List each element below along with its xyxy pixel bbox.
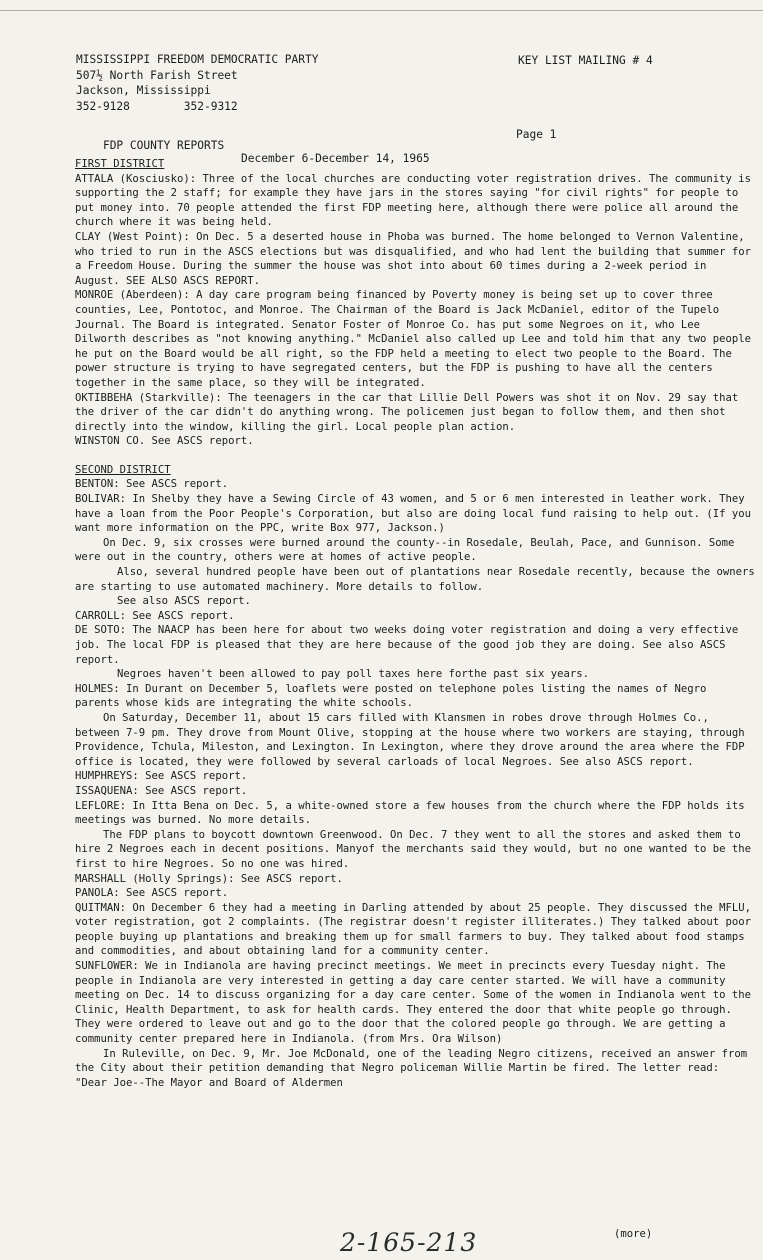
top-rule xyxy=(0,10,763,11)
report-body xyxy=(75,157,755,1090)
report-paragraph: SUNFLOWER: We in Indianola are having precinct meetings. We meet in precincts every Tuesday night. The people in Indianola are very interested in getting a day care center started. We will have a community meeting on Dec. 14 to discuss organizing for a day care center. Some of the women in Indianola went to the Clinic, Health Department, to ask for health cards. They entered the door that white people go through. They were ordered to leave out and go to the door that the colored people go through. We are getting a community center prepared here in Indianola. (from Mrs. Ora Wilson) xyxy=(75,960,752,1046)
report-paragraph: BENTON: See ASCS report. xyxy=(75,478,229,491)
report-paragraph: HUMPHREYS: See ASCS report. xyxy=(75,770,248,783)
report-paragraph: CLAY (West Point): On Dec. 5 a deserted house in Phoba was burned. The home belonged to Vernon Valentine, who tried to run in the ASCS elections but was disqualified, and who had lent the building that summer for a Freedom House. During the summer the house was shot into about 60 times during a 2-week period in August. SEE ALSO ASCS REPORT. xyxy=(75,230,752,287)
report-paragraph: See also ASCS report. xyxy=(117,595,251,608)
report-paragraph: PANOLA: See ASCS report. xyxy=(75,887,229,900)
report-paragraph: ISSAQUENA: See ASCS report. xyxy=(75,784,248,797)
reports-dates: December 6-December 14, 1965 xyxy=(241,152,430,165)
first-district-reports xyxy=(75,172,755,449)
report-paragraph: BOLIVAR: In Shelby they have a Sewing Circle of 43 women, and 5 or 6 men interested in leather work. They have a loan from the Poor People's Corporation, but also are doing local fund raising to help out. (If you want more information on the PPC, write Box 977, Jackson.) xyxy=(75,493,752,535)
city-address: Jackson, Mississippi xyxy=(76,84,211,97)
letterhead xyxy=(76,52,318,114)
report-paragraph: HOLMES: In Durant on December 5, loaflets were posted on telephone poles listing the names of Negro parents whose kids are integrating the white schools. xyxy=(75,682,707,710)
report-paragraph: Also, several hundred people have been out of plantations near Rosedale recently, because the owners are starting to use automated machinery. More details to follow. xyxy=(75,566,755,593)
report-paragraph: ATTALA (Kosciusko): Three of the local churches are conducting voter registration drives. The community is supporting the 2 staff; for example they have jars in the stores saying "for civil rights" for people to put money into. 70 people attended the first FDP meeting here, although there were police all around the church where it was being held. xyxy=(75,172,752,229)
phone-numbers: 352-9128 352-9312 xyxy=(76,99,238,113)
second-district-reports xyxy=(75,477,755,1090)
report-paragraph: QUITMAN: On December 6 they had a meeting in Darling attended by about 25 people. They discussed the MFLU, voter registration, got 2 complaints. (The registrar doesn't register illiterates.) They talked about poor people buying up plantations and breaking them up for small farmers to buy. They talked about food stamps and commodities, and about obtaining land for a community center. xyxy=(75,901,752,958)
report-paragraph: On Dec. 9, six crosses were burned around the county--in Rosedale, Beulah, Pace, and Gunnison. Some were out in the country, others were at homes of active people. xyxy=(75,536,735,564)
reports-title: FDP COUNTY REPORTS xyxy=(102,139,225,152)
report-paragraph: Negroes haven't been allowed to pay poll taxes here forthe past six years. xyxy=(117,668,589,681)
report-paragraph: LEFLORE: In Itta Bena on Dec. 5, a white-owned store a few houses from the church where the FDP holds its meetings was burned. No more details. xyxy=(75,799,745,827)
report-paragraph: MONROE (Aberdeen): A day care program being financed by Poverty money is being set up to cover three counties, Lee, Pontotoc, and Monroe. The Chairman of the Board is Jack McDaniel, editor of the Tupelo Journal. The Board is integrated. Senator Foster of Monroe Co. has put some Negroes on it, who Lee Dilworth describes as "not knowing anything." McDaniel also called up Lee and told him that any two people he put on the Board would be all right, so the FDP held a meeting to elect two people to the Board. The power structure is trying to have segregated centers, but the FDP is pushing to have all the centers together in the same place, so they will be integrated. xyxy=(75,289,752,389)
report-paragraph: CARROLL: See ASCS report. xyxy=(75,609,235,622)
report-paragraph: In Ruleville, on Dec. 9, Mr. Joe McDonald, one of the leading Negro citizens, received an answer from the City about their petition demanding that Negro policeman Willie Martin be fired. The letter read: "Dear Joe--The Mayor and Board of Aldermen xyxy=(75,1047,748,1089)
page-number: Page 1 xyxy=(516,128,557,141)
street-address: 507½ North Farish Street xyxy=(76,68,238,82)
report-paragraph: DE SOTO: The NAACP has been here for about two weeks doing voter registration and doing a very effective job. The local FDP is pleased that they are here because of the good job they are doing. See also ASCS report. xyxy=(75,624,739,666)
report-paragraph: OKTIBBEHA (Starkville): The teenagers in the car that Lillie Dell Powers was shot it on Nov. 29 say that the driver of the car didn't do anything wrong. The policemen just began to follow them, and then shot directly into the window, killing the girl. Local people plan action. xyxy=(75,391,739,433)
report-paragraph: The FDP plans to boycott downtown Greenwood. On Dec. 7 they went to all the stores and asked them to hire 2 Negroes each in decent positions. Manyof the merchants said they would, but no one wanted to be the first to hire Negroes. So no one was hired. xyxy=(75,828,752,870)
key-list-label: KEY LIST MAILING # 4 xyxy=(518,54,653,67)
report-paragraph: WINSTON CO. See ASCS report. xyxy=(75,435,254,448)
first-district-heading: FIRST DISTRICT xyxy=(75,158,165,170)
handwritten-number: 2-165-213 xyxy=(340,1228,478,1257)
report-paragraph: MARSHALL (Holly Springs): See ASCS report. xyxy=(75,872,343,885)
more-label: (more) xyxy=(614,1228,653,1240)
report-paragraph: On Saturday, December 11, about 15 cars filled with Klansmen in robes drove through Holmes Co., between 7-9 pm. They drove from Mount Olive, stopping at the house where two workers are staying, through Providence, Tchula, Mileston, and Lexington. In Lexington, where they drove around the area where the FDP office is located, they were followed by several carloads of local Negroes. See also ASCS report. xyxy=(75,711,745,768)
second-district-heading: SECOND DISTRICT xyxy=(75,463,171,476)
org-name: MISSISSIPPI FREEDOM DEMOCRATIC PARTY xyxy=(76,53,319,66)
